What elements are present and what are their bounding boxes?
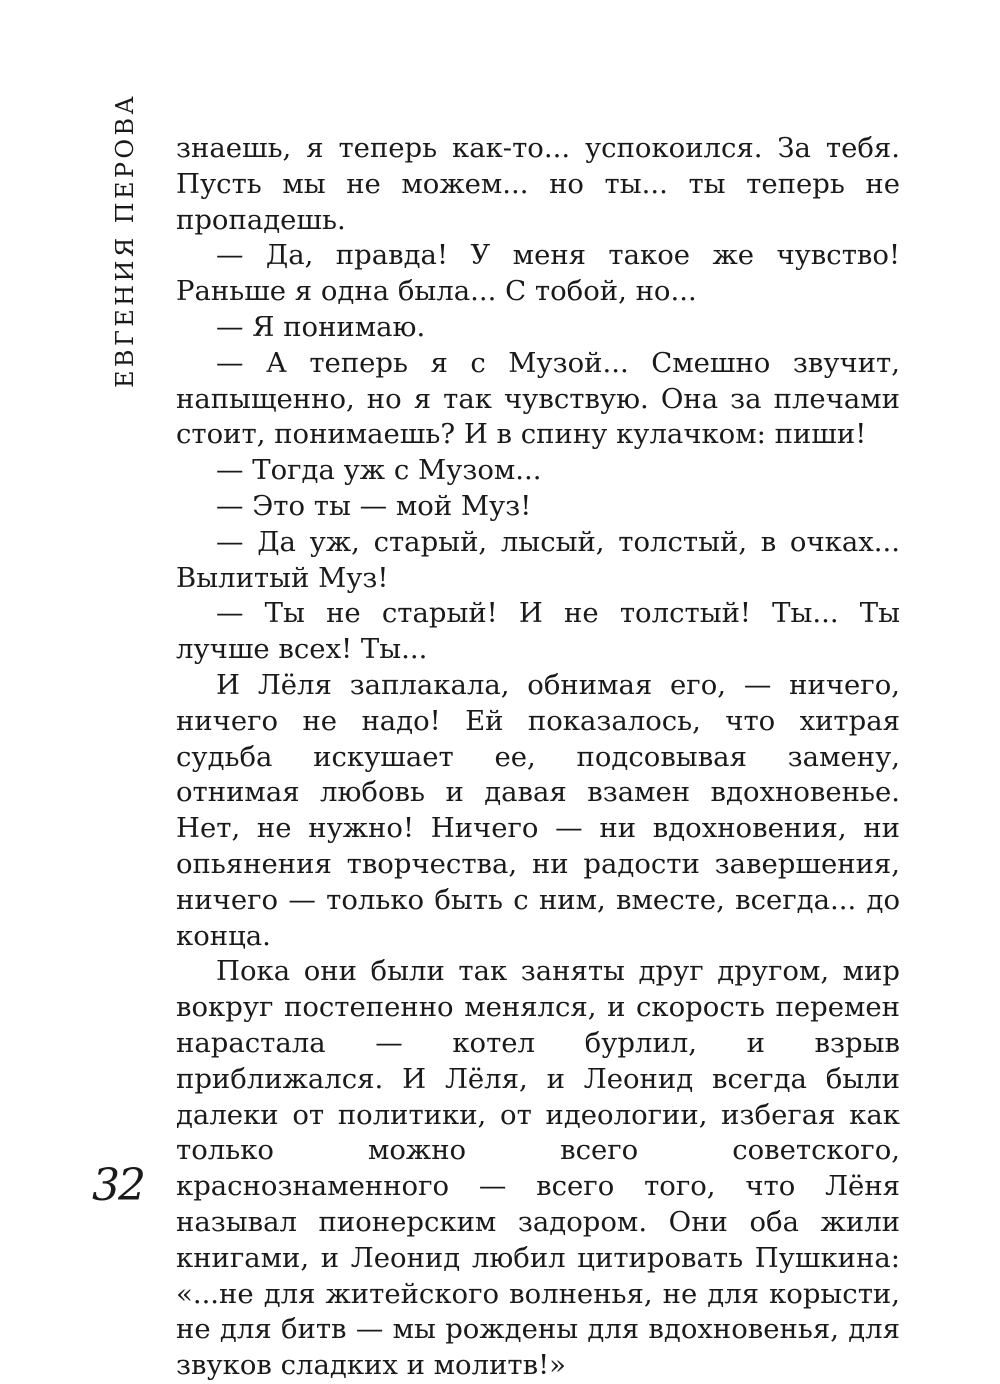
paragraph: — Я понимаю. (216, 310, 426, 343)
body-text (176, 131, 900, 1384)
paragraph: — А теперь я с Музой... Смешно звучит, напыщенно, но я так чувствую. Она за плечами стоит, понимаешь? И в спину кулачком: пиши! (176, 346, 900, 451)
running-head (107, 92, 143, 388)
paragraph: — Тогда уж с Музом... (216, 454, 542, 487)
paragraph: — Да уж, старый, лысый, толстый, в очках... Вылитый Муз! (176, 525, 900, 594)
paragraph: — Это ты — мой Муз! (216, 489, 532, 522)
paragraph: И Лёля заплакала, обнимая его, — ничего, ничего не надо! Ей показалось, что хитрая судьба искушает ее, подсовывая замену, отнимая любовь и давая взамен вдохновенье. Нет, не нужно! Ничего — ни вдохновения, ни опьянения творчества, ни радости завершения, ничего — только быть с ним, вместе, всегда... до конца. (176, 668, 900, 952)
running-head-author: ЕВГЕНИЯ ПЕРОВА (111, 92, 139, 388)
paragraph: знаешь, я теперь как-то... успокоился. За тебя. Пусть мы не можем... но ты... ты теперь не пропадешь. (176, 132, 900, 236)
paragraph: — Да, правда! У меня такое же чувство! Раньше я одна была... С тобой, но... (176, 239, 900, 308)
paragraph: — Ты не старый! И не толстый! Ты... Ты лучше всех! Ты... (176, 597, 900, 666)
paragraph: Пока они были так заняты друг другом, мир вокруг постепенно менялся, и скорость перемен нарастала — котел бурлил, и взрыв приближался. И Лёля, и Леонид всегда были далеки от политики, от идеологии, избегая как только можно всего советского, краснознаменного — всего того, что Лёня называл пионерским задором. Они оба жили книгами, и Леонид любил цитировать Пушкина: «...не для житейского волненья, не для корысти, не для битв — мы рождены для вдохновенья, для звуков сладких и молитв!» (176, 955, 900, 1382)
page-number: 32 (92, 1160, 144, 1211)
